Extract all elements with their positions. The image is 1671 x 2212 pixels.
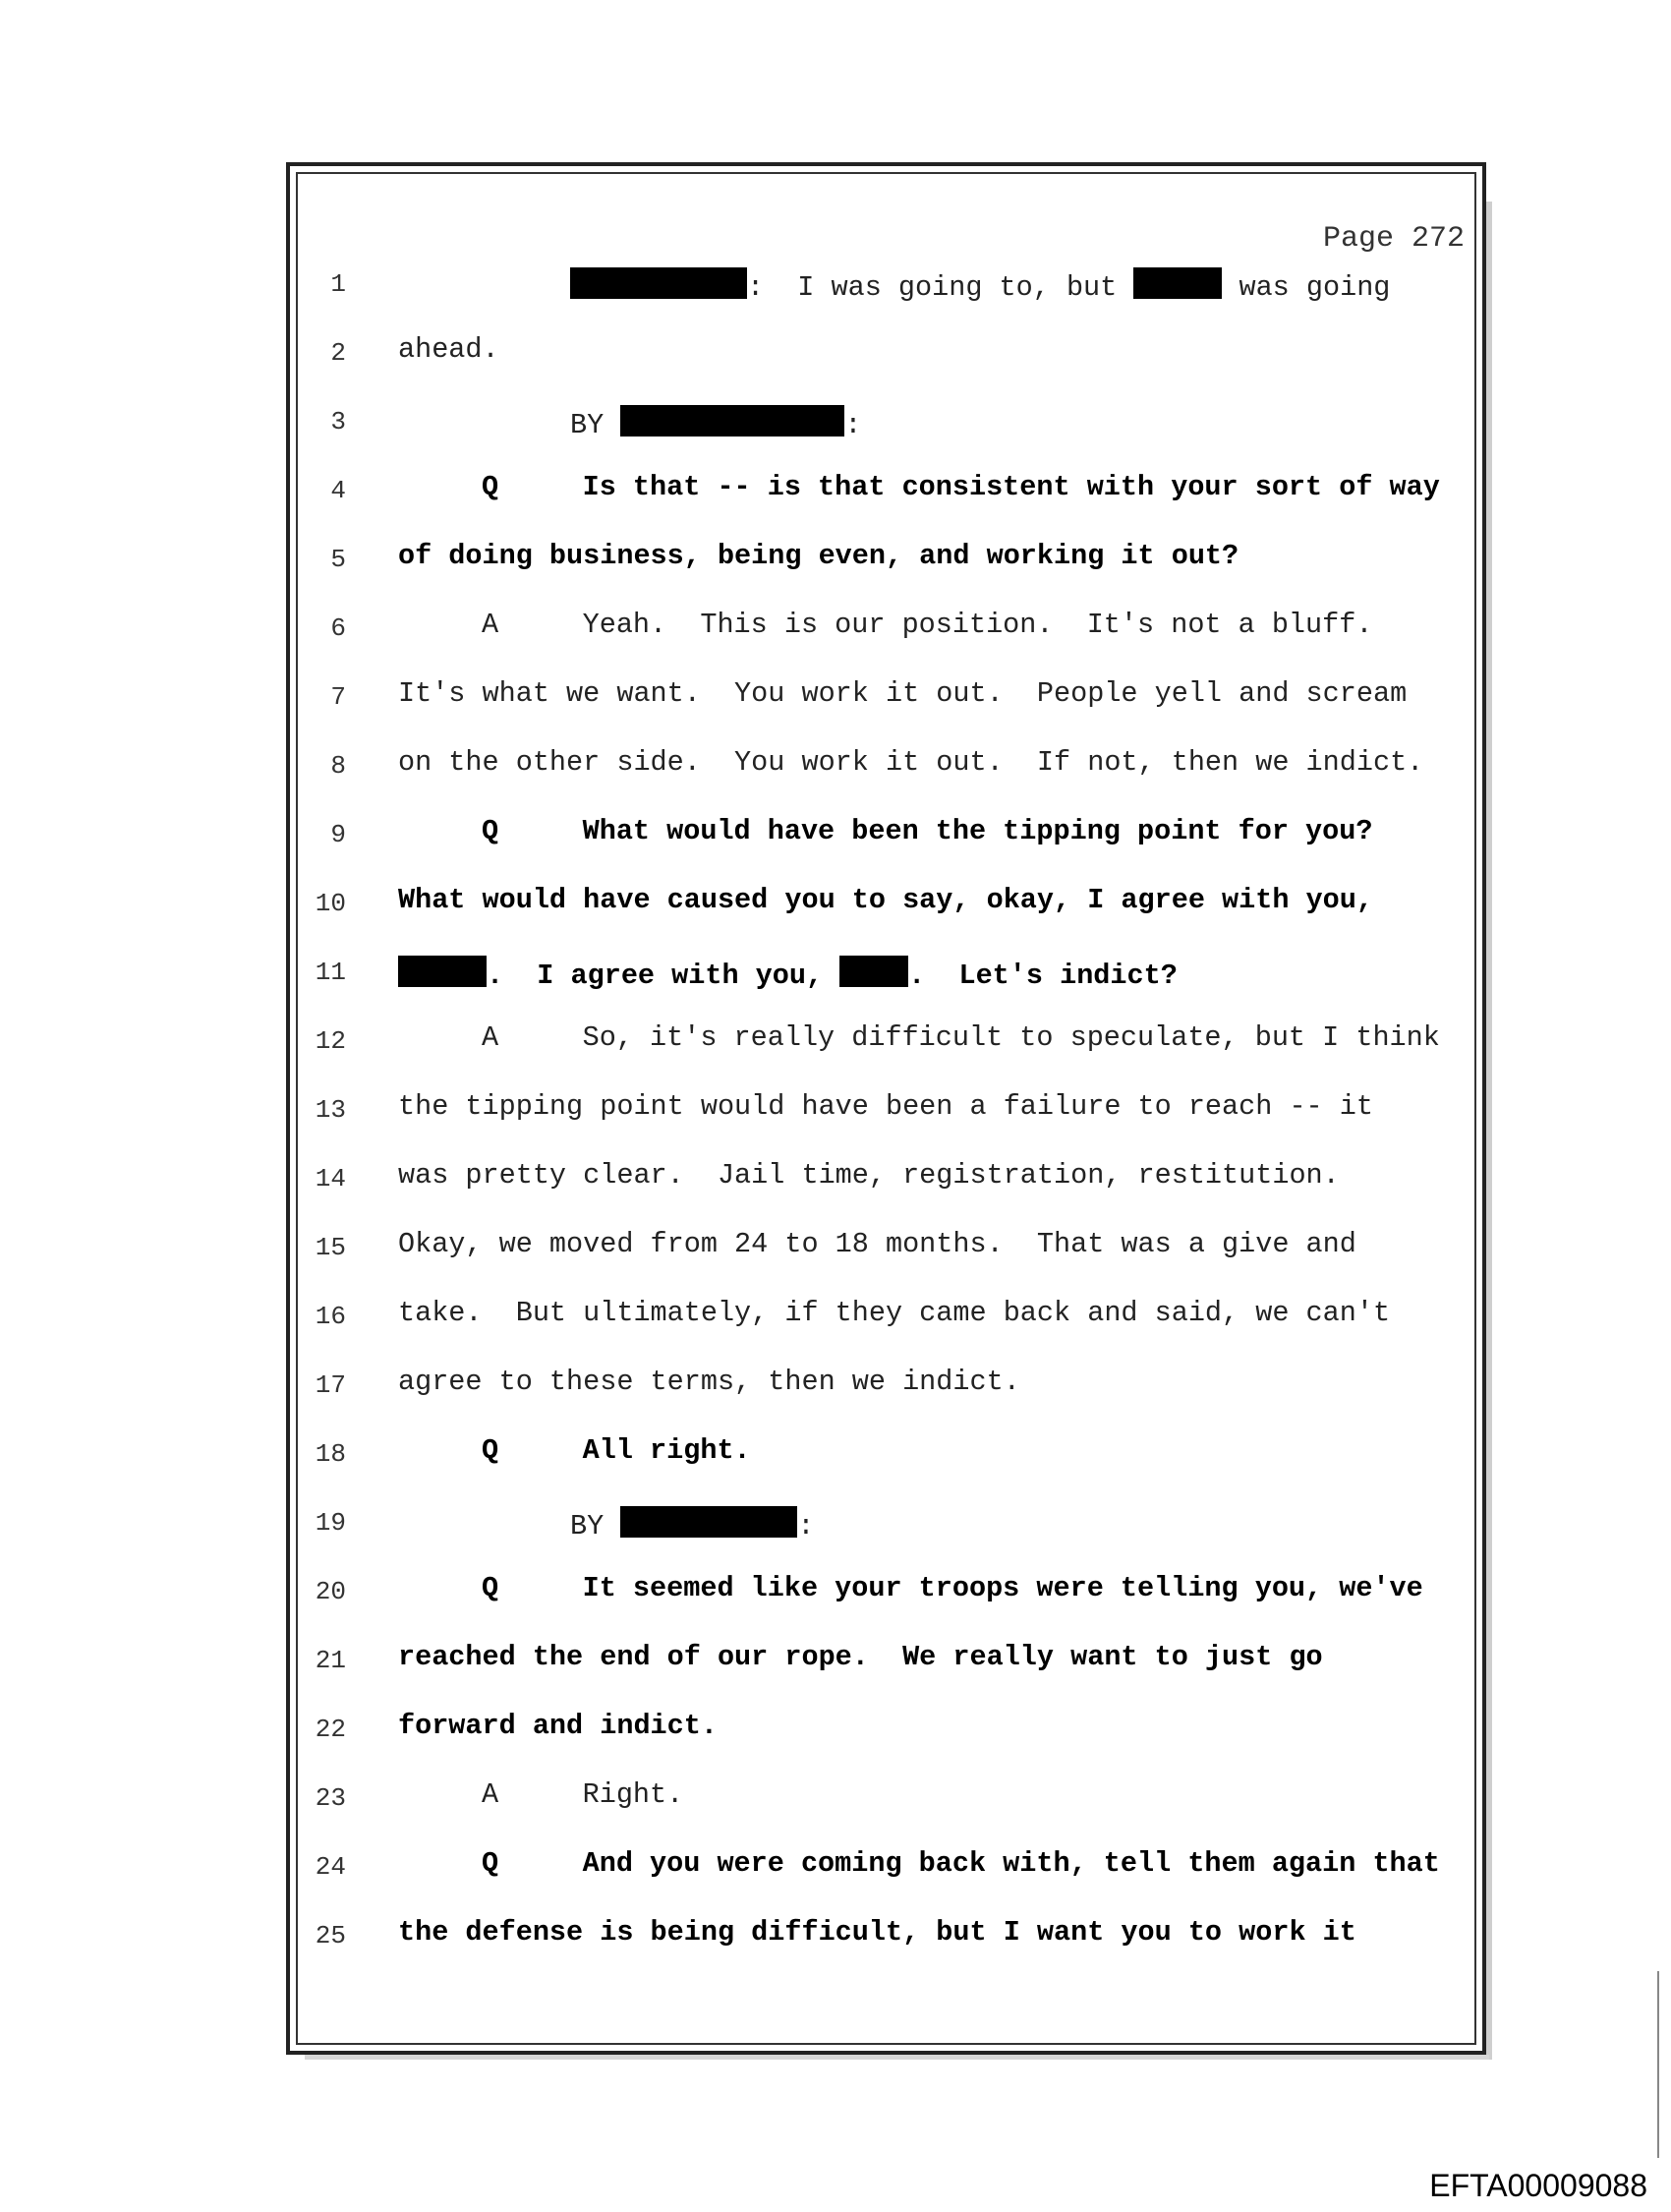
transcript-line [570,1506,814,1542]
line-text-segment: : I was going to, but [747,271,1134,304]
line-text-segment: reached the end of our rope. We really want to just go [398,1641,1323,1673]
redaction-block [620,1506,797,1538]
page-number-label: Page 272 [1322,222,1465,256]
line-text-segment: of doing business, being even, and working it out? [398,540,1239,572]
transcript-line [482,1572,1423,1604]
line-number: 6 [330,613,346,643]
transcript-line [482,1847,1440,1880]
line-number: 7 [330,682,346,712]
transcript-line [398,333,499,366]
transcript-line [482,1778,684,1811]
line-number: 22 [315,1715,346,1744]
line-number: 23 [315,1783,346,1813]
transcript-line [482,1434,751,1467]
line-text-segment: Q All right. [482,1434,751,1467]
transcript-line [482,1021,1440,1054]
line-text-segment: : [797,1510,815,1543]
line-number: 20 [315,1577,346,1606]
line-number: 24 [315,1852,346,1882]
line-text-segment: BY [570,409,621,441]
transcript-line [570,405,861,440]
line-text-segment: Q Is that -- is that consistent with your sort of way [482,471,1440,503]
line-number: 4 [330,476,346,505]
line-number: 3 [330,407,346,437]
transcript-line [398,746,1424,779]
redaction-block [839,956,908,987]
line-text-segment: Q It seemed like your troops were telling you, we've [482,1572,1423,1604]
line-text-segment: It's what we want. You work it out. People yell and scream [398,677,1408,710]
transcript-line [398,1710,718,1742]
line-number: 19 [315,1508,346,1538]
line-text-segment: . Let's indict? [908,960,1178,992]
line-number: 10 [315,889,346,918]
line-number: 21 [315,1646,346,1675]
transcript-line [482,471,1440,503]
line-number: 17 [315,1370,346,1400]
transcript-line [398,677,1408,710]
line-text-segment: Okay, we moved from 24 to 18 months. That was a give and [398,1228,1356,1260]
line-text-segment: on the other side. You work it out. If not, then we indict. [398,746,1424,779]
line-text-segment: take. But ultimately, if they came back and said, we can't [398,1297,1391,1329]
transcript-line [398,884,1373,916]
line-text-segment: A Yeah. This is our position. It's not a bluff. [482,609,1373,641]
line-number: 15 [315,1233,346,1262]
line-text-segment: . I agree with you, [487,960,840,992]
line-number: 25 [315,1921,346,1950]
line-text-segment: was pretty clear. Jail time, registration, restitution. [398,1159,1340,1192]
scan-edge-mark [1657,1971,1659,2158]
redaction-block [620,405,844,437]
transcript-line [398,1916,1356,1949]
transcript-line [482,815,1373,847]
line-text-segment: Q And you were coming back with, tell them again that [482,1847,1440,1880]
line-number: 12 [315,1026,346,1056]
transcript-line [570,267,1390,303]
line-number: 1 [330,269,346,299]
line-text-segment: A Right. [482,1778,684,1811]
line-text-segment: : [844,409,862,441]
line-text-segment: agree to these terms, then we indict. [398,1366,1020,1398]
transcript-line [398,1228,1356,1260]
line-number: 11 [315,958,346,987]
transcript-line [398,1159,1340,1192]
transcript-line [482,611,1372,640]
line-text-segment: What would have caused you to say, okay, I agree with you, [398,884,1373,916]
line-text-segment: A So, it's really difficult to speculate, but I think [482,1021,1440,1054]
line-text-segment: forward and indict. [398,1710,718,1742]
line-number: 8 [330,751,346,781]
transcript-line [398,1641,1323,1673]
document-id: EFTA00009088 [1429,2168,1647,2203]
redaction-block [1133,267,1222,299]
line-number: 18 [315,1439,346,1469]
line-number: 16 [315,1302,346,1331]
line-text-segment: Q What would have been the tipping point for you? [482,815,1373,847]
line-number: 9 [330,820,346,849]
line-text-segment: the tipping point would have been a failure to reach -- it [398,1090,1373,1123]
line-text-segment: BY [570,1510,621,1543]
line-number: 13 [315,1095,346,1125]
line-number: 5 [330,545,346,574]
transcript-line [398,1090,1373,1123]
page-shadow-bottom [305,2055,1489,2060]
page-shadow-right [1486,202,1492,2060]
transcript-line [398,1368,1020,1397]
redaction-block [398,956,487,987]
line-text-segment: the defense is being difficult, but I want you to work it [398,1916,1356,1949]
redaction-block [570,267,747,299]
line-text-segment: was going [1222,271,1391,304]
line-number: 14 [315,1164,346,1193]
line-number: 2 [330,338,346,368]
line-text-segment: ahead. [398,333,499,366]
transcript-line [398,540,1239,572]
transcript-line [398,956,1178,991]
transcript-line [398,1297,1391,1329]
